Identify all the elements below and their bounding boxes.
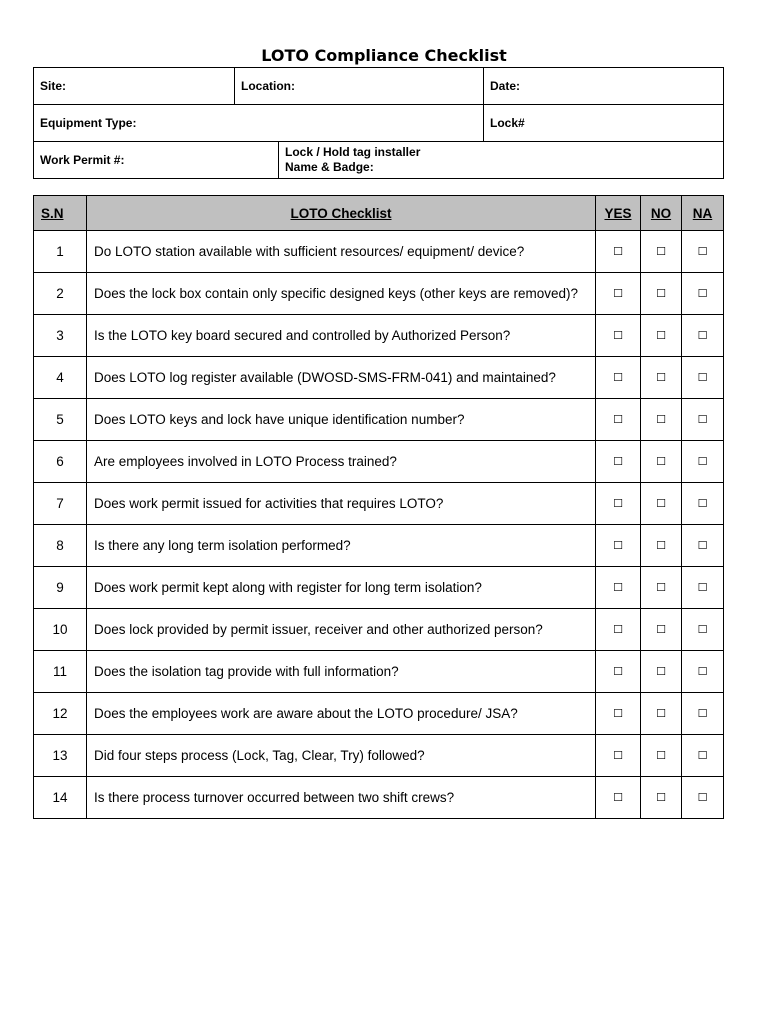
table-row <box>34 231 724 273</box>
na-checkbox[interactable]: ☐ <box>682 273 724 315</box>
checklist-header-row <box>34 196 724 231</box>
table-row <box>34 651 724 693</box>
na-checkbox[interactable]: ☐ <box>682 693 724 735</box>
no-checkbox[interactable]: ☐ <box>641 609 682 651</box>
checklist-question: Does the isolation tag provide with full information? <box>87 651 596 693</box>
checklist-question: Do LOTO station available with sufficient resources/ equipment/ device? <box>87 231 596 273</box>
yes-checkbox[interactable]: ☐ <box>596 483 641 525</box>
checklist-question: Does LOTO log register available (DWOSD-SMS-FRM-041) and maintained? <box>87 357 596 399</box>
na-checkbox[interactable]: ☐ <box>682 357 724 399</box>
table-row <box>34 567 724 609</box>
info-header-table <box>33 67 724 179</box>
checklist-question: Is the LOTO key board secured and controlled by Authorized Person? <box>87 315 596 357</box>
yes-checkbox[interactable]: ☐ <box>596 651 641 693</box>
checklist-question: Does the employees work are aware about the LOTO procedure/ JSA? <box>87 693 596 735</box>
yes-checkbox[interactable]: ☐ <box>596 399 641 441</box>
checklist-question: Did four steps process (Lock, Tag, Clear, Try) followed? <box>87 735 596 777</box>
row-number: 7 <box>34 483 87 525</box>
installer-label-line1: Lock / Hold tag installer <box>285 145 421 159</box>
checklist-question: Is there any long term isolation performed? <box>87 525 596 567</box>
na-checkbox[interactable]: ☐ <box>682 525 724 567</box>
row-number: 8 <box>34 525 87 567</box>
row-number: 2 <box>34 273 87 315</box>
table-row <box>34 483 724 525</box>
no-checkbox[interactable]: ☐ <box>641 567 682 609</box>
table-row <box>34 525 724 567</box>
yes-checkbox[interactable]: ☐ <box>596 525 641 567</box>
no-checkbox[interactable]: ☐ <box>641 315 682 357</box>
header-no: NO <box>641 196 682 231</box>
yes-checkbox[interactable]: ☐ <box>596 441 641 483</box>
yes-checkbox[interactable]: ☐ <box>596 567 641 609</box>
na-checkbox[interactable]: ☐ <box>682 399 724 441</box>
row-number: 9 <box>34 567 87 609</box>
checklist-question: Does work permit issued for activities that requires LOTO? <box>87 483 596 525</box>
location-field[interactable]: Location: <box>235 68 484 105</box>
row-number: 12 <box>34 693 87 735</box>
yes-checkbox[interactable]: ☐ <box>596 357 641 399</box>
no-checkbox[interactable]: ☐ <box>641 357 682 399</box>
checklist-question: Is there process turnover occurred between two shift crews? <box>87 777 596 819</box>
yes-checkbox[interactable]: ☐ <box>596 231 641 273</box>
row-number: 4 <box>34 357 87 399</box>
no-checkbox[interactable]: ☐ <box>641 777 682 819</box>
header-item: LOTO Checklist <box>87 196 596 231</box>
na-checkbox[interactable]: ☐ <box>682 777 724 819</box>
installer-field[interactable] <box>279 142 724 179</box>
no-checkbox[interactable]: ☐ <box>641 735 682 777</box>
na-checkbox[interactable]: ☐ <box>682 609 724 651</box>
na-checkbox[interactable]: ☐ <box>682 441 724 483</box>
checklist-question: Does lock provided by permit issuer, receiver and other authorized person? <box>87 609 596 651</box>
na-checkbox[interactable]: ☐ <box>682 651 724 693</box>
na-checkbox[interactable]: ☐ <box>682 315 724 357</box>
table-row <box>34 357 724 399</box>
yes-checkbox[interactable]: ☐ <box>596 273 641 315</box>
installer-label-line2: Name & Badge: <box>285 160 374 174</box>
row-number: 5 <box>34 399 87 441</box>
site-field[interactable]: Site: <box>34 68 235 105</box>
work-permit-field[interactable]: Work Permit #: <box>34 142 279 179</box>
table-row <box>34 273 724 315</box>
yes-checkbox[interactable]: ☐ <box>596 315 641 357</box>
table-row <box>34 777 724 819</box>
checklist-question: Does the lock box contain only specific designed keys (other keys are removed)? <box>87 273 596 315</box>
na-checkbox[interactable]: ☐ <box>682 567 724 609</box>
equipment-type-field[interactable]: Equipment Type: <box>34 105 484 142</box>
checklist-question: Does LOTO keys and lock have unique identification number? <box>87 399 596 441</box>
row-number: 11 <box>34 651 87 693</box>
no-checkbox[interactable]: ☐ <box>641 651 682 693</box>
row-number: 10 <box>34 609 87 651</box>
header-na: NA <box>682 196 724 231</box>
row-number: 13 <box>34 735 87 777</box>
loto-checklist-table <box>33 195 724 819</box>
no-checkbox[interactable]: ☐ <box>641 273 682 315</box>
yes-checkbox[interactable]: ☐ <box>596 735 641 777</box>
no-checkbox[interactable]: ☐ <box>641 231 682 273</box>
no-checkbox[interactable]: ☐ <box>641 399 682 441</box>
na-checkbox[interactable]: ☐ <box>682 735 724 777</box>
no-checkbox[interactable]: ☐ <box>641 693 682 735</box>
yes-checkbox[interactable]: ☐ <box>596 777 641 819</box>
table-row <box>34 441 724 483</box>
no-checkbox[interactable]: ☐ <box>641 441 682 483</box>
na-checkbox[interactable]: ☐ <box>682 231 724 273</box>
row-number: 3 <box>34 315 87 357</box>
date-field[interactable]: Date: <box>484 68 724 105</box>
row-number: 1 <box>34 231 87 273</box>
table-row <box>34 399 724 441</box>
table-row <box>34 609 724 651</box>
row-number: 14 <box>34 777 87 819</box>
na-checkbox[interactable]: ☐ <box>682 483 724 525</box>
checklist-question: Are employees involved in LOTO Process trained? <box>87 441 596 483</box>
no-checkbox[interactable]: ☐ <box>641 525 682 567</box>
checklist-question: Does work permit kept along with register for long term isolation? <box>87 567 596 609</box>
page-title: LOTO Compliance Checklist <box>261 46 507 65</box>
no-checkbox[interactable]: ☐ <box>641 483 682 525</box>
table-row <box>34 735 724 777</box>
header-sn: S.N <box>34 196 87 231</box>
yes-checkbox[interactable]: ☐ <box>596 609 641 651</box>
header-yes: YES <box>596 196 641 231</box>
yes-checkbox[interactable]: ☐ <box>596 693 641 735</box>
table-row <box>34 693 724 735</box>
row-number: 6 <box>34 441 87 483</box>
lock-number-field[interactable]: Lock# <box>484 105 724 142</box>
table-row <box>34 315 724 357</box>
